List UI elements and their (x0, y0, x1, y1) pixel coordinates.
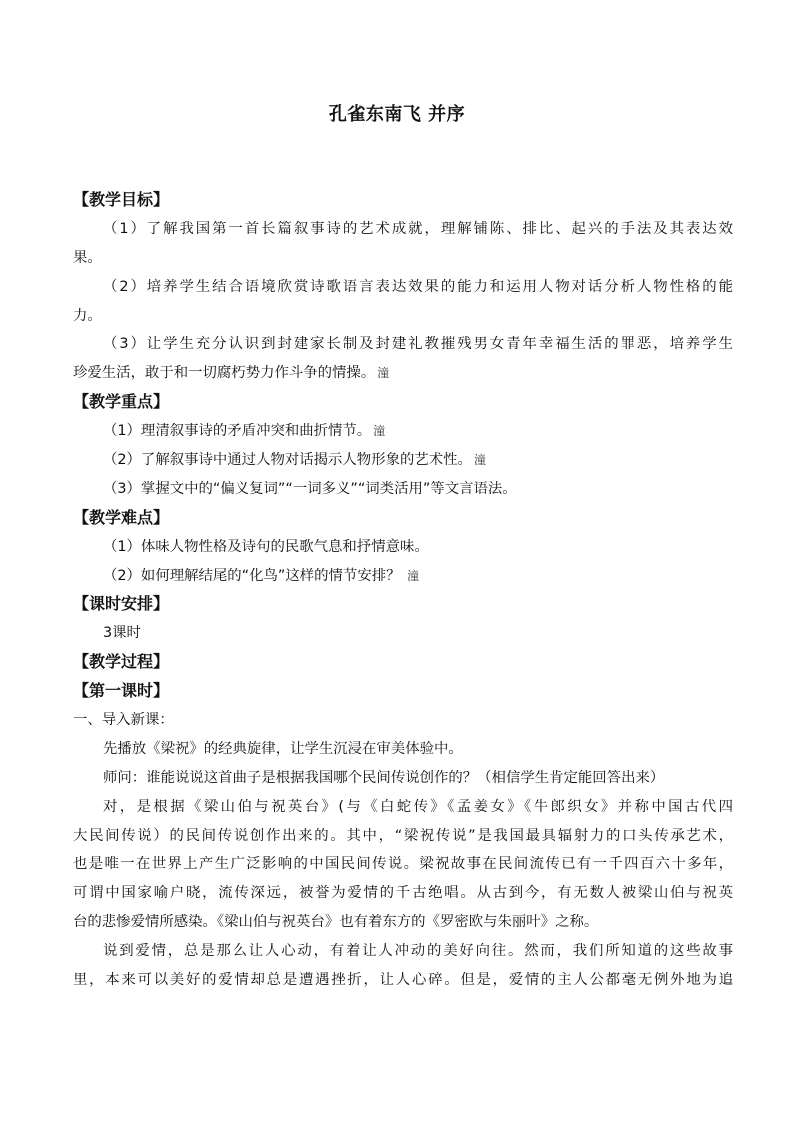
text-line (73, 619, 733, 648)
text-line (73, 937, 733, 966)
section-heading (73, 648, 733, 677)
line-text: （2）如何理解结尾的“化鸟”这样的情节安排？ (103, 567, 406, 584)
line-text: 【课时安排】 (73, 594, 170, 614)
text-line (73, 359, 733, 388)
text-line (73, 446, 733, 475)
text-line (73, 908, 733, 937)
watermark-char: 潼 (373, 424, 386, 439)
line-text: 力。 (73, 307, 102, 324)
text-line (73, 475, 733, 504)
line-text: （2）了解叙事诗中通过人物对话揭示人物形象的艺术性。 (103, 452, 472, 469)
text-line (73, 706, 733, 735)
line-text: 说到爱情，总是那么让人心动，有着让人冲动的美好向往。然而，我们所知道的这些故事 (103, 943, 733, 960)
line-text: 师问：谁能说说这首曲子是根据我国哪个民间传说创作的？（相信学生肯定能回答出来） (103, 769, 665, 786)
line-text: （2）培养学生结合语境欣赏诗歌语言表达效果的能力和运用人物对话分析人物性格的能 (103, 278, 733, 295)
text-line (73, 966, 733, 995)
line-text: 【教学过程】 (73, 652, 170, 672)
text-line (73, 533, 733, 562)
document-body (73, 186, 733, 995)
line-text: （1）理清叙事诗的矛盾冲突和曲折情节。 (103, 423, 372, 440)
text-line (73, 735, 733, 764)
line-text: 一、导入新课： (73, 712, 174, 729)
text-line (73, 273, 733, 302)
watermark-char: 潼 (377, 366, 390, 381)
section-heading (73, 388, 733, 417)
line-text: 珍爱生活，敢于和一切腐朽势力作斗争的情操。 (73, 365, 376, 382)
line-text: （3）掌握文中的“偏义复词”“一词多义”“词类活用”等文言语法。 (103, 480, 517, 497)
line-text: （1）了解我国第一首长篇叙事诗的艺术成就，理解铺陈、排比、起兴的手法及其表达效 (103, 220, 733, 237)
text-line (73, 215, 733, 244)
text-line (73, 793, 733, 822)
line-text: 可谓中国家喻户晓，流传深远，被誉为爱情的千古绝唱。从古到今，有无数人被梁山伯与祝英 (73, 885, 733, 902)
section-heading (73, 186, 733, 215)
line-text: （3）让学生充分认识到封建家长制及封建礼教摧残男女青年幸福生活的罪恶，培养学生 (103, 336, 733, 353)
line-text: 里，本来可以美好的爱情却总是遭遇挫折，让人心碎。但是，爱情的主人公都毫无例外地为追 (73, 972, 733, 989)
line-text: 台的悲惨爱情所感染。《梁山伯与祝英台》也有着东方的《罗密欧与朱丽叶》之称。 (73, 914, 599, 931)
text-line (73, 850, 733, 879)
watermark-char: 潼 (407, 568, 420, 583)
text-line (73, 244, 733, 273)
text-line (73, 562, 733, 591)
text-line (73, 822, 733, 851)
section-heading (73, 677, 733, 706)
line-text: 对，是根据《梁山伯与祝英台》(与《白蛇传》《孟姜女》《牛郎织女》并称中国古代四 (103, 798, 733, 815)
text-line (73, 417, 733, 446)
line-text: 大民间传说）的民间传说创作出来的。其中，“梁祝传说”是我国最具辐射力的口头传承艺术， (73, 827, 733, 844)
line-text: 【第一课时】 (73, 681, 170, 701)
text-line (73, 302, 733, 331)
line-text: 【教学目标】 (73, 190, 170, 209)
text-line (73, 330, 733, 359)
line-text: 3课时 (103, 625, 141, 642)
line-text: （1）体味人物性格及诗句的民歌气息和抒情意味。 (103, 538, 429, 555)
line-text: 果。 (73, 249, 102, 266)
text-line (73, 764, 733, 793)
line-text: 也是唯一在世界上产生广泛影响的中国民间传说。梁祝故事在民间流传已有一千四百六十多年， (73, 856, 733, 873)
text-line (73, 879, 733, 908)
document-title: 孔雀东南飞 并序 (328, 104, 466, 125)
line-text: 【教学重点】 (73, 392, 170, 412)
line-text: 先播放《梁祝》的经典旋律，让学生沉浸在审美体验中。 (103, 740, 463, 757)
watermark-char: 潼 (473, 453, 486, 468)
line-text: 【教学难点】 (73, 507, 170, 527)
section-heading (73, 504, 733, 533)
section-heading (73, 590, 733, 619)
